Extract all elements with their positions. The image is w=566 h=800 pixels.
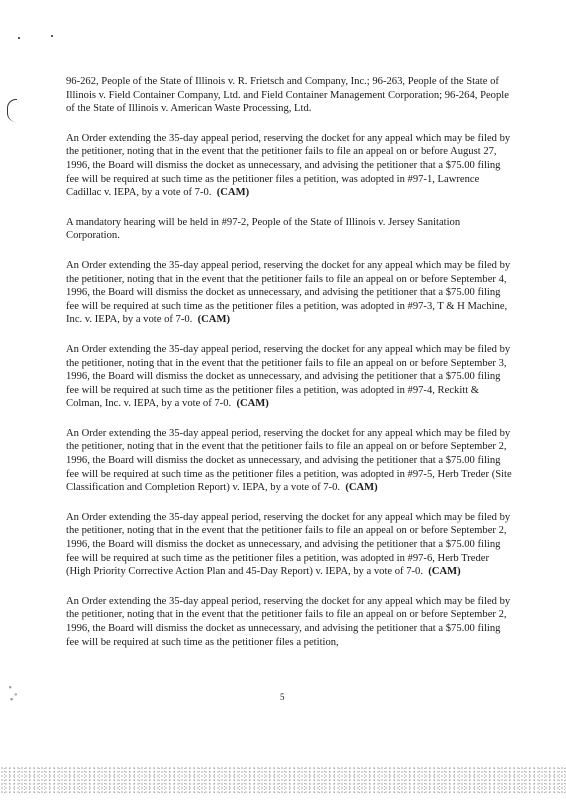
paragraph-text: An Order extending the 35-day appeal period, reserving the docket for any appeal which may be filed by the petitioner, noting that in the event that the petitioner fails to file an appeal on or before September 2, 1996, the Board will dismiss the docket as unnecessary, and advising the petitioner that a $75.00 filing fee will be required at such time as the petitioner files a petition, was adopted in #97-6, Herb Treder (High Priority Corrective Action Plan and 45-Day Report) v. IEPA, by a vote of 7-0. xyxy=(66,511,511,578)
paragraph-text: An Order extending the 35-day appeal period, reserving the docket for any appeal which may be filed by the petitioner, noting that in the event that the petitioner fails to file an appeal on or before September 2, 1996, the Board will dismiss the docket as unnecessary, and advising the petitioner that a $75.00 filing fee will be required at such time as the petitioner files a petition, was adopted in #97-5, Herb Treder (Site Classification and Completion Report) v. IEPA, by a vote of 7-0. xyxy=(66,427,512,494)
scan-speck xyxy=(51,35,53,37)
paragraph-text: An Order extending the 35-day appeal period, reserving the docket for any appeal which may be filed by the petitioner, noting that in the event that the petitioner fails to file an appeal on or before September 4, 1996, the Board will dismiss the docket as unnecessary, and advising the petitioner that a $75.00 filing fee will be required at such time as the petitioner files a petition, was adopted in #97-3, T & H Machine, Inc. v. IEPA, by a vote of 7-0. xyxy=(66,259,511,326)
scan-noise-strip xyxy=(0,766,566,794)
paragraph-text: A mandatory hearing will be held in #97-2, People of the State of Illinois v. Jersey Sanitation Corporation. xyxy=(66,216,461,242)
author-tag: (CAM) xyxy=(428,566,461,578)
paragraph-text: 96-262, People of the State of Illinois v. R. Frietsch and Company, Inc.; 96-263, People of the State of Illinois v. Field Container Company, Ltd. and Field Container Management Corporation; 96-264, People of the State of Illinois v. American Waste Processing, Ltd. xyxy=(66,76,509,115)
page-number: 5 xyxy=(280,692,285,702)
paragraph-text: An Order extending the 35-day appeal period, reserving the docket for any appeal which may be filed by the petitioner, noting that in the event that the petitioner fails to file an appeal on or before September 2, 1996, the Board will dismiss the docket as unnecessary, and advising the petitioner that a $75.00 filing fee will be required at such time as the petitioner files a petition, xyxy=(66,595,511,648)
paragraph xyxy=(66,511,512,579)
paragraph xyxy=(66,343,512,411)
scan-speck xyxy=(18,37,20,39)
author-tag: (CAM) xyxy=(216,187,250,199)
paragraph xyxy=(66,595,512,649)
paragraph xyxy=(66,75,512,116)
margin-mark xyxy=(7,99,17,122)
paragraph xyxy=(66,132,512,200)
paragraph xyxy=(66,259,512,327)
paragraph xyxy=(66,216,512,243)
author-tag: (CAM) xyxy=(236,398,269,410)
author-tag: (CAM) xyxy=(197,314,230,326)
paragraph-text: An Order extending the 35-day appeal period, reserving the docket for any appeal which may be filed by the petitioner, noting that in the event that the petitioner fails to file an appeal on or before September 3, 1996, the Board will dismiss the docket as unnecessary, and advising the petitioner that a $75.00 filing fee will be required at such time as the petitioner files a petition, was adopted in #97-4, Reckitt & Colman, Inc. v. IEPA, by a vote of 7-0. xyxy=(66,343,511,410)
author-tag: (CAM) xyxy=(345,482,378,494)
scan-smudge xyxy=(6,680,20,704)
paragraph xyxy=(66,427,512,495)
document-body xyxy=(66,75,512,665)
paragraph-text: An Order extending the 35-day appeal period, reserving the docket for any appeal which may be filed by the petitioner, noting that in the event that the petitioner fails to file an appeal on or before August 27, 1996, the Board will dismiss the docket as unnecessary, and advising the petitioner that a $75.00 filing fee will be required at such time as the petitioner files a petition, was adopted in #97-1, Lawrence Cadillac v. IEPA, by a vote of 7-0. xyxy=(66,132,511,199)
